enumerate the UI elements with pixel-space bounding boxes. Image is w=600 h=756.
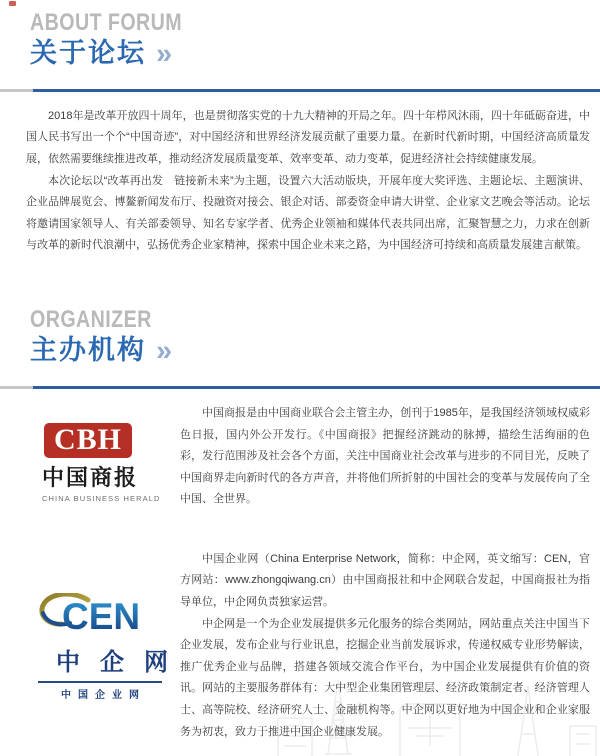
cbh-organizer-row: [0, 403, 600, 511]
cen-paragraph-2: 中企网是一个为企业发展提供多元化服务的综合类网站，网站重点关注中国当下企业发展，发布企业与行业讯息，挖掘企业当前发展诉求，传递权威专业形势解读，推广优秀企业与品牌，搭建各领域交流合作平台，为中国企业发展提供有价值的资讯。网站的主要服务群体有：大中型企业集团管理层、经济政策制定者、经济管理人士、高等院校、经济研究人士、金融机构等。中企网以更好地为中国企业和企业家服务为初衷，致力于推进中国企业健康发展。: [180, 617, 590, 738]
cen-logo: [36, 593, 188, 701]
about-forum-title-en: ABOUT FORUM: [30, 9, 183, 36]
cbh-logo: [42, 422, 161, 503]
cen-logo-name-full-zh: 中国企业网: [61, 689, 146, 701]
organizer-header: [30, 307, 600, 366]
cbh-paragraph: 中国商报是由中国商业联合会主管主办，创刊于1985年，是我国经济领域权威彩色日报，国内外公开发行。《中国商报》把握经济跳动的脉搏，描绘生活绚丽的色彩，发行范围涉及社会各个方面，关注中国商业社会改革与进步的不同目光，反映了中国商界走向新时代的各方声音，并将他们所折射的中国社会的变革与发展传向了全中国、全世界。: [180, 406, 590, 506]
organizer-section: [0, 307, 600, 743]
double-chevron-icon: »: [156, 37, 173, 70]
double-chevron-icon: »: [156, 334, 173, 367]
organizer-title-zh: 主办机构: [30, 335, 146, 366]
cbh-logo-name-zh: 中国商报: [42, 464, 139, 490]
about-paragraph-1: 2018年是改革开放四十周年，也是贯彻落实党的十九大精神的开局之年。四十年栉风沐雨，四十年砥砺奋进，中国人民书写出一个个“中国奇迹”，对中国经济和世界经济发展贡献了重要力量。在新时代新时期，中国经济高质量发展，依然需要继续推进改革，推动经济发展质量变革、效率变革、动力变革，促进经济社会持续健康发展。: [26, 109, 590, 166]
about-paragraph-2: 本次论坛以“改革再出发 链接新未来”为主题，设置六大活动版块，开展年度大奖评选、主题论坛、主题演讲、企业品牌展览会、博鳌新闻发布厅、投融资对接会、银企对话、部委资金申请大讲堂、企业家文艺晚会等活动。论坛将邀请国家领导人、有关部委领导、知名专家学者、优秀企业领袖和媒体代表共同出席，汇聚智慧之力，力求在创新与改革的新时代浪潮中，弘扬优秀企业家精神，探索中国企业未来之路，为中国经济可持续和高质量发展建言献策。: [26, 174, 590, 252]
cen-logo-name-zh: 中企网: [56, 648, 188, 676]
cen-logo-abbr: CEN: [62, 595, 141, 637]
about-forum-title-zh: 关于论坛: [30, 38, 146, 69]
organizer-title-en: ORGANIZER: [30, 306, 152, 334]
cen-paragraph-1: 中国企业网（China Enterprise Network，简称：中企网，英文缩写：CEN，官方网站：www.zhongqiwang.cn）由中国商报社和中企网联合发起，中国商报社为指导单位，中企网负责独家运营。: [180, 552, 590, 609]
cen-organizer-row: [0, 549, 600, 743]
section-divider: [0, 386, 600, 389]
cbh-logo-abbr: CBH: [44, 423, 132, 458]
cen-logo-mark: [36, 593, 164, 637]
cbh-logo-name-en: CHINA BUSINESS HERALD: [42, 493, 161, 503]
cen-logo-rule: [38, 681, 162, 683]
about-forum-header: [30, 10, 600, 69]
about-forum-section: [0, 0, 600, 257]
section-divider: [0, 89, 600, 92]
